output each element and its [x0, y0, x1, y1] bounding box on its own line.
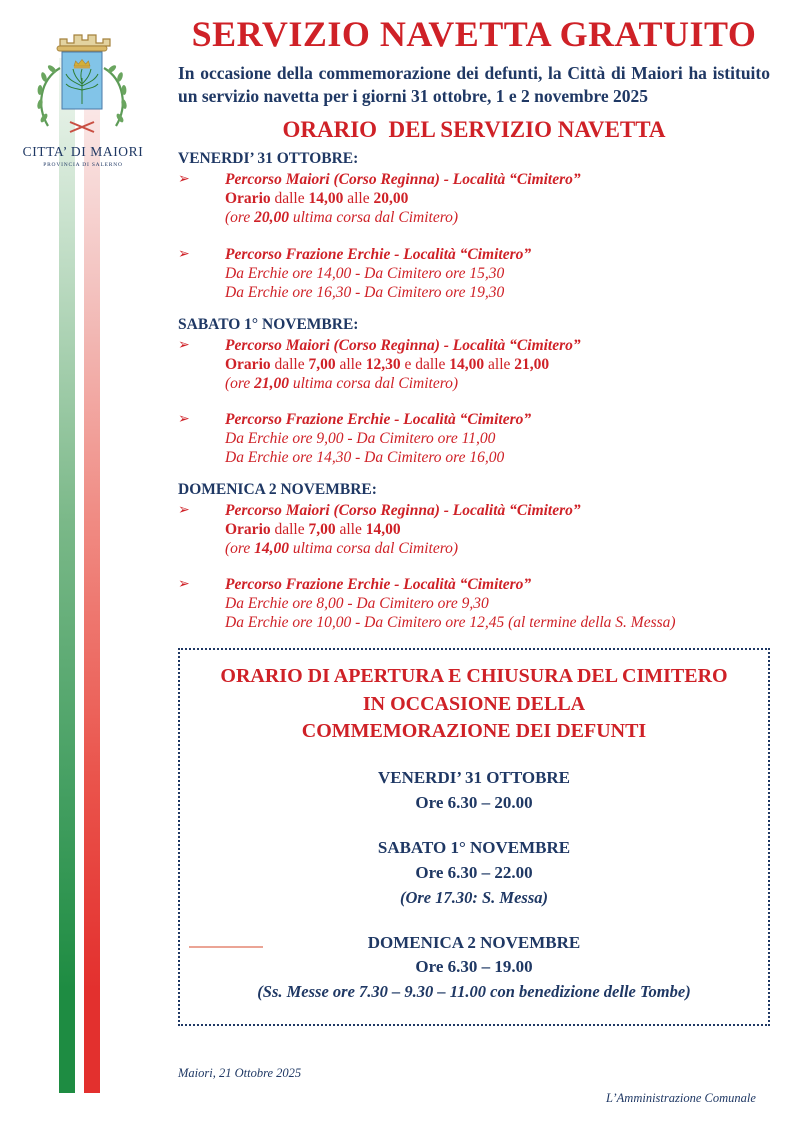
route-line: [225, 520, 770, 539]
flag-stripe-green: [59, 58, 75, 1093]
route-line: [225, 264, 770, 283]
cemetery-day-hours: Ore 6.30 – 20.00: [415, 792, 533, 812]
arrow-bullet-icon: ➢: [178, 411, 190, 427]
route-line-segment: Orario: [225, 521, 271, 539]
divider-line: [189, 946, 263, 948]
route-line-segment: ultima corsa dal Cimitero): [289, 540, 459, 558]
route-body: [225, 170, 770, 227]
route-line-segment: 14,00: [308, 190, 344, 208]
route-line: [225, 429, 770, 448]
day-heading: SABATO 1° NOVEMBRE:: [178, 315, 359, 333]
route-line: [225, 374, 770, 393]
route-line-segment: Da Erchie ore 9,00 - Da Cimitero ore 11,00: [225, 429, 496, 447]
document-body: [178, 16, 770, 1026]
maiori-coat-of-arms-icon: [24, 22, 140, 142]
route-item: [178, 245, 770, 302]
cemetery-hours-box: [178, 648, 770, 1025]
route-line-segment: 20,00: [373, 190, 409, 208]
route-line-segment: (ore: [225, 540, 255, 558]
route-item: [178, 575, 770, 632]
day-heading: DOMENICA 2 NOVEMBRE:: [178, 481, 377, 499]
route-line: [225, 448, 770, 467]
route-line: [225, 594, 770, 613]
route-body: [225, 410, 770, 467]
route-line-segment: Da Erchie ore 16,30 - Da Cimitero ore 19,30: [225, 283, 505, 301]
route-line-segment: alle: [343, 190, 374, 208]
route-title: Percorso Frazione Erchie - Località “Cimitero”: [225, 245, 532, 263]
route-line: [225, 355, 770, 374]
route-title: Percorso Maiori (Corso Reginna) - Località “Cimitero”: [225, 502, 581, 520]
route-line-segment: 7,00: [308, 521, 336, 539]
cemetery-day-name: DOMENICA 2 NOVEMBRE: [367, 932, 581, 952]
route-line-segment: ultima corsa dal Cimitero): [289, 374, 459, 392]
cemetery-day-note: (Ore 17.30: S. Messa): [399, 887, 549, 907]
route-line-segment: 12,30: [365, 355, 401, 373]
route-line-segment: ultima corsa dal Cimitero): [289, 209, 459, 227]
route-line-segment: e dalle: [400, 355, 450, 373]
route-line: [225, 208, 770, 227]
route-line-segment: Da Erchie ore 8,00 - Da Cimitero ore 9,30: [225, 595, 489, 613]
route-line-segment: 21,00: [514, 355, 550, 373]
cemetery-day-hours: Ore 6.30 – 22.00: [415, 862, 533, 882]
logo-province-name: PROVINCIA DI SALERNO: [43, 162, 123, 168]
route-line-segment: dalle: [270, 521, 309, 539]
cemetery-day-hours: Ore 6.30 – 19.00: [415, 957, 533, 977]
route-title: Percorso Frazione Erchie - Località “Cimitero”: [225, 576, 532, 594]
route-line: [225, 613, 770, 632]
footer-signature: L’Amministrazione Comunale: [606, 1091, 756, 1105]
flag-stripe-red: [84, 58, 100, 1093]
route-line-segment: dalle: [270, 355, 309, 373]
page-title: SERVIZIO NAVETTA GRATUITO: [191, 14, 757, 54]
route-line: [225, 283, 770, 302]
cemetery-box-days: [190, 766, 758, 1004]
route-line-segment: 14,00: [365, 521, 401, 539]
route-line-segment: Orario: [225, 355, 271, 373]
cemetery-box-title-line: ORARIO DI APERTURA E CHIUSURA DEL CIMITERO: [220, 665, 728, 688]
route-line-segment: Orario: [225, 190, 271, 208]
cemetery-box-title: [190, 663, 758, 745]
route-line-segment: alle: [335, 521, 366, 539]
route-line-segment: 14,00: [449, 355, 485, 373]
schedule-section: [178, 481, 770, 632]
cemetery-day-block: [190, 931, 758, 1004]
route-title: Percorso Maiori (Corso Reginna) - Località “Cimitero”: [225, 171, 581, 189]
route-line-segment: alle: [335, 355, 366, 373]
route-line-segment: Da Erchie ore 14,00 - Da Cimitero ore 15,30: [225, 264, 505, 282]
cemetery-box-title-line: COMMEMORAZIONE DEI DEFUNTI: [301, 719, 647, 742]
arrow-bullet-icon: ➢: [178, 503, 190, 519]
route-line-segment: dalle: [270, 190, 309, 208]
day-heading: VENERDI’ 31 OTTOBRE:: [178, 150, 359, 168]
schedule-section: [178, 316, 770, 467]
shuttle-schedule: [178, 150, 770, 632]
route-line: [225, 539, 770, 558]
route-item: [178, 336, 770, 393]
footer-place-date: Maiori, 21 Ottobre 2025: [178, 1066, 302, 1080]
route-line-segment: 7,00: [308, 355, 336, 373]
arrow-bullet-icon: ➢: [178, 577, 190, 593]
route-line-segment: (ore: [225, 209, 255, 227]
route-item: [178, 170, 770, 227]
route-body: [225, 501, 770, 558]
schedule-section: [178, 150, 770, 301]
route-line-segment: (ore: [225, 374, 255, 392]
route-line-segment: 14,00: [254, 540, 289, 558]
route-line-segment: Da Erchie ore 10,00 - Da Cimitero ore 12,45 (al termine della S. Messa): [225, 614, 676, 632]
logo-city-name: CITTA’ DI MAIORI: [22, 144, 144, 159]
route-line-segment: 21,00: [254, 374, 289, 392]
route-line: [225, 189, 770, 208]
cemetery-day-block: [190, 766, 758, 815]
arrow-bullet-icon: ➢: [178, 337, 190, 353]
shuttle-schedule-heading: ORARIO DEL SERVIZIO NAVETTA: [282, 117, 666, 143]
route-line-segment: Da Erchie ore 14,30 - Da Cimitero ore 16,00: [225, 449, 505, 467]
route-body: [225, 245, 770, 302]
cemetery-day-block: [190, 836, 758, 909]
route-title: Percorso Maiori (Corso Reginna) - Località “Cimitero”: [225, 336, 581, 354]
arrow-bullet-icon: ➢: [178, 246, 190, 262]
cemetery-day-note: (Ss. Messe ore 7.30 – 9.30 – 11.00 con benedizione delle Tombe): [257, 981, 691, 1001]
cemetery-box-title-line: IN OCCASIONE DELLA: [362, 692, 586, 715]
route-item: [178, 501, 770, 558]
cemetery-day-name: VENERDI’ 31 OTTOBRE: [377, 768, 571, 788]
route-line-segment: alle: [484, 355, 515, 373]
route-item: [178, 410, 770, 467]
intro-paragraph: In occasione della commemorazione dei defunti, la Città di Maiori ha istituito un servizio navetta per i giorni 31 ottobre, 1 e 2 novembre 2025: [178, 62, 770, 107]
route-body: [225, 336, 770, 393]
flag-stripe-white: [75, 58, 84, 1093]
arrow-bullet-icon: ➢: [178, 172, 190, 188]
cemetery-day-name: SABATO 1° NOVEMBRE: [377, 838, 571, 858]
route-body: [225, 575, 770, 632]
route-line-segment: 20,00: [254, 209, 289, 227]
route-title: Percorso Frazione Erchie - Località “Cimitero”: [225, 410, 532, 428]
